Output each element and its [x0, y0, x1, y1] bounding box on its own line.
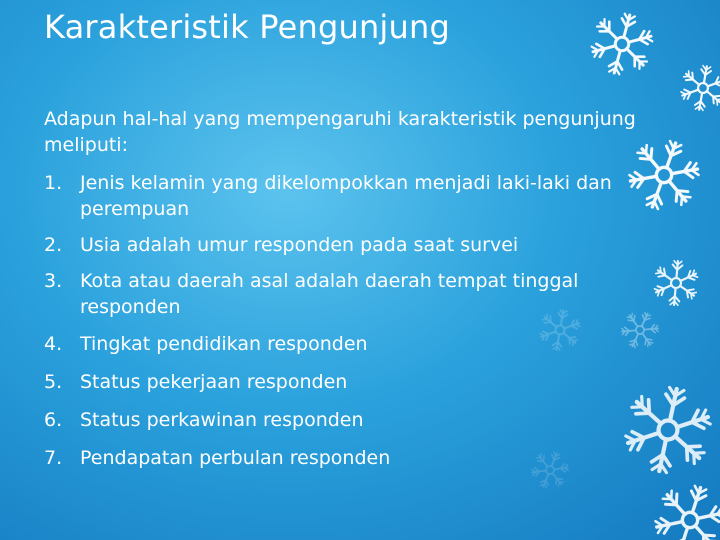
list-item-text: Pendapatan perbulan responden: [80, 447, 391, 469]
list-item-number: 7.: [44, 447, 63, 469]
list-item-text: Status pekerjaan responden: [80, 371, 348, 393]
slide-title: Karakteristik Pengunjung: [44, 8, 450, 46]
list-item: [44, 232, 664, 258]
snowflake-icon: [648, 477, 720, 540]
list-item-number: 5.: [44, 371, 63, 393]
list-item-number: 1.: [44, 172, 63, 194]
list-item: [44, 170, 664, 222]
list-item-number: 4.: [44, 333, 63, 355]
list-item: [44, 369, 664, 395]
list-item-text: Jenis kelamin yang dikelompokkan menjadi laki-laki dan perempuan: [80, 172, 612, 220]
snowflake-icon: [678, 63, 720, 114]
list-item: [44, 268, 664, 320]
list-item: [44, 331, 664, 357]
intro-text: Adapun hal-hal yang mempengaruhi karakteristik pengunjung meliputi:: [44, 108, 636, 156]
snowflake-icon: [586, 7, 658, 80]
list-item-text: Usia adalah umur responden pada saat survei: [80, 234, 519, 256]
list-item-text: Kota atau daerah asal adalah daerah tempat tinggal responden: [80, 270, 579, 318]
list-item-number: 6.: [44, 409, 63, 431]
list-item-text: Status perkawinan responden: [80, 409, 364, 431]
list-item-number: 3.: [44, 270, 63, 292]
list-item-number: 2.: [44, 234, 63, 256]
characteristics-list: [44, 170, 664, 471]
list-item: [44, 407, 664, 433]
list-item: [44, 445, 664, 471]
list-item-text: Tingkat pendidikan responden: [80, 333, 368, 355]
